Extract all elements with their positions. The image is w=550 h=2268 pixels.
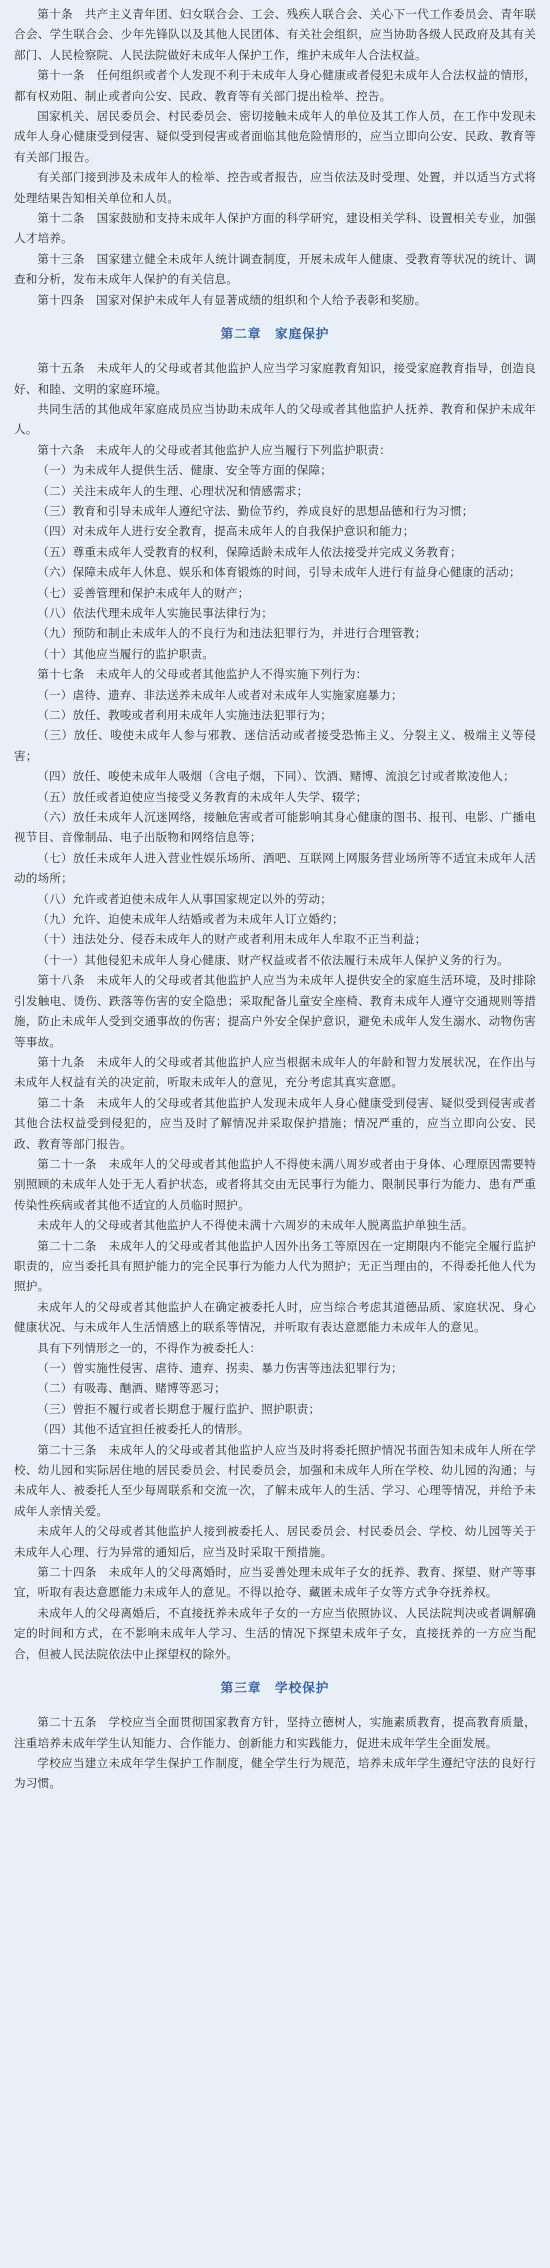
article-paragraph: 未成年人的父母或者其他监护人不得使未满十六周岁的未成年人脱离监护单独生活。 bbox=[37, 1218, 474, 1233]
article-paragraph: 未成年人的父母离婚后，不直接抚养未成年子女的一方应当依照协议、人民法院判决或者调解确定的时间和方式，在不影响未成年人学习、生活的情况下探望未成年子女，直接抚养的一方应当配合，但被人民法院依法中止探望权的除外。 bbox=[14, 1605, 536, 1661]
article-paragraph: 有关部门接到涉及未成年人的检举、控告或者报告，应当依法及时受理、处置，并以适当方式将处理结果告知相关单位和人员。 bbox=[14, 170, 536, 205]
chapter-heading-text: 第二章 家庭保护 bbox=[220, 326, 330, 342]
article-paragraph: （七）放任未成年人进入营业性娱乐场所、酒吧、互联网上网服务营业场所等不适宜未成年人活动的场所； bbox=[14, 850, 536, 886]
article-paragraph: 第十一条 任何组织或者个人发现不利于未成年人身心健康或者侵犯未成年人合法权益的情形，都有权劝阻、制止或者向公安、民政、教育等有关部门提出检举、控告。 bbox=[14, 68, 536, 103]
article-paragraph: 第十条 共产主义青年团、妇女联合会、工会、残疾人联合会、关心下一代工作委员会、青年联合会、学生联合会、少年先锋队以及其他人民团体、有关社会组织，应当协助各级人民政府及其有关部门、人民检察院、人民法院做好未成年人保护工作，维护未成年人合法权益。 bbox=[14, 7, 536, 62]
article-paragraph: 第十九条 未成年人的父母或者其他监护人应当根据未成年人的年龄和智力发展状况，在作出与未成年人权益有关的决定前，听取未成年人的意见，充分考虑其真实意愿。 bbox=[14, 1054, 536, 1090]
article-paragraph: 未成年人的父母或者其他监护人在确定被委托人时，应当综合考虑其道德品质、家庭状况、身心健康状况、与未成年人生活情感上的联系等情况，并听取有表达意愿能力未成年人的意见。 bbox=[14, 1299, 536, 1335]
article-paragraph: （五）尊重未成年人受教育的权利，保障适龄未成年人依法接受并完成义务教育； bbox=[37, 544, 462, 559]
article-paragraph: （六）保障未成年人休息、娱乐和体育锻炼的时间，引导未成年人进行有益身心健康的活动； bbox=[37, 565, 521, 580]
article-paragraph: 第二十一条 未成年人的父母或者其他监护人不得使未满八周岁或者由于身体、心理原因需要特别照顾的未成年人处于无人看护状态，或者将其交由无民事行为能力、限制民事行为能力、患有严重传染性疾病或者其他不适宜的人员临时照护。 bbox=[14, 1156, 536, 1212]
article-paragraph: （四）对未成年人进行安全教育，提高未成年人的自我保护意识和能力； bbox=[37, 524, 415, 539]
chapter-heading bbox=[14, 1674, 536, 1702]
article-paragraph: （一）为未成年人提供生活、健康、安全等方面的保障； bbox=[37, 463, 333, 478]
article-paragraph: 国家机关、居民委员会、村民委员会、密切接触未成年人的单位及其工作人员，在工作中发现未成年人身心健康受到侵害、疑似受到侵害或者面临其他危险情形的，应当立即向公安、民政、教育等有关部门报告。 bbox=[14, 109, 536, 164]
article-paragraph: （二）有吸毒、酗酒、赌博等恶习； bbox=[37, 1381, 226, 1396]
article-paragraph: 未成年人的父母或者其他监护人接到被委托人、居民委员会、村民委员会、学校、幼儿园等关于未成年人心理、行为异常的通知后，应当及时采取干预措施。 bbox=[14, 1524, 536, 1559]
article-paragraph: （二）关注未成年人的生理、心理状况和情感需求； bbox=[37, 483, 309, 498]
article-paragraph: （九）允许、迫使未成年人结婚或者为未成年人订立婚约； bbox=[37, 912, 344, 927]
article-paragraph: 第十七条 未成年人的父母或者其他监护人不得实施下列行为： bbox=[37, 667, 368, 682]
article-paragraph: （一）曾实施性侵害、虐待、遗弃、拐卖、暴力伤害等违法犯罪行为； bbox=[37, 1361, 403, 1375]
article-paragraph: 第二十三条 未成年人的父母或者其他监护人应当及时将委托照护情况书面告知未成年人所在学校、幼儿园和实际居住地的居民委员会、村民委员会，加强和未成年人所在学校、幼儿园的沟通；与未成年人、被委托人至少每周联系和交流一次，了解未成年人的生活、学习、心理等情况，并给予未成年人亲情关爱。 bbox=[14, 1442, 536, 1518]
article-paragraph: （十一）其他侵犯未成年人身心健康、财产权益或者不依法履行未成年人保护义务的行为。 bbox=[37, 952, 509, 967]
article-paragraph: （十）其他应当履行的监护职责。 bbox=[37, 646, 215, 661]
article-paragraph: 第十六条 未成年人的父母或者其他监护人应当履行下列监护职责： bbox=[37, 442, 392, 457]
article-paragraph: （一）虐待、遗弃、非法送养未成年人或者对未成年人实施家庭暴力； bbox=[37, 687, 403, 702]
article-paragraph: （六）放任未成年人沉迷网络，接触危害或者可能影响其身心健康的图书、报刊、电影、广播电视节目、音像制品、电子出版物和网络信息等； bbox=[14, 810, 536, 845]
article-paragraph: 具有下列情形之一的，不得作为被委托人： bbox=[37, 1340, 262, 1355]
article-paragraph: 第二十四条 未成年人的父母离婚时，应当妥善处理未成年子女的抚养、教育、探望、财产等事宜，听取有表达意愿能力未成年人的意见。不得以抢夺、藏匿未成年子女等方式争夺抚养权。 bbox=[14, 1565, 536, 1600]
article-paragraph: 第十五条 未成年人的父母或者其他监护人应当学习家庭教育知识，接受家庭教育指导，创造良好、和睦、文明的家庭环境。 bbox=[14, 361, 536, 396]
article-paragraph: 第二十条 未成年人的父母或者其他监护人发现未成年人身心健康受到侵害、疑似受到侵害或者其他合法权益受到侵犯的，应当及时了解情况并采取保护措施；情况严重的，应当立即向公安、民政、教育等部门报告。 bbox=[14, 1095, 536, 1151]
chapter-heading bbox=[14, 320, 536, 348]
article-paragraph: （四）其他不适宜担任被委托人的情形。 bbox=[37, 1422, 250, 1437]
article-paragraph: （八）允许或者迫使未成年人从事国家规定以外的劳动； bbox=[37, 891, 333, 906]
article-paragraph: （三）放任、唆使未成年人参与邪教、迷信活动或者接受恐怖主义、分裂主义、极端主义等侵害； bbox=[14, 728, 536, 763]
article-paragraph: （四）放任、唆使未成年人吸烟（含电子烟，下同）、饮酒、赌博、流浪乞讨或者欺凌他人； bbox=[37, 769, 515, 784]
article-paragraph: （十）违法处分、侵吞未成年人的财产或者利用未成年人牟取不正当利益； bbox=[37, 932, 427, 947]
article-paragraph: （三）曾拒不履行或者长期怠于履行监护、照护职责； bbox=[37, 1401, 321, 1416]
article-paragraph: （七）妥善管理和保护未成年人的财产； bbox=[37, 585, 250, 600]
article-paragraph: （九）预防和制止未成年人的不良行为和违法犯罪行为，并进行合理管教； bbox=[37, 626, 427, 641]
article-paragraph: 第十四条 国家对保护未成年人有显著成绩的组织和个人给予表彰和奖励。 bbox=[37, 292, 427, 307]
article-paragraph: （五）放任或者迫使应当接受义务教育的未成年人失学、辍学； bbox=[37, 789, 368, 804]
article-paragraph: （二）放任、教唆或者利用未成年人实施违法犯罪行为； bbox=[37, 708, 333, 722]
article-paragraph: 学校应当建立未成年学生保护工作制度，健全学生行为规范，培养未成年学生遵纪守法的良好行为习惯。 bbox=[14, 1755, 536, 1791]
article-paragraph: 第二十五条 学校应当全面贯彻国家教育方针，坚持立德树人，实施素质教育，提高教育质量，注重培养未成年学生认知能力、合作能力、创新能力和实践能力，促进未成年学生全面发展。 bbox=[14, 1715, 536, 1750]
article-paragraph: 第十三条 国家建立健全未成年人统计调查制度，开展未成年人健康、受教育等状况的统计、调查和分析，发布未成年人保护的有关信息。 bbox=[14, 251, 536, 287]
article-paragraph: （八）依法代理未成年人实施民事法律行为； bbox=[37, 605, 274, 620]
article-paragraph: （三）教育和引导未成年人遵纪守法、勤俭节约，养成良好的思想品德和行为习惯； bbox=[37, 503, 474, 518]
article-paragraph: 第十二条 国家鼓励和支持未成年人保护方面的科学研究，建设相关学科、设置相关专业，加强人才培养。 bbox=[14, 211, 536, 246]
chapter-heading-text: 第三章 学校保护 bbox=[220, 1680, 330, 1696]
article-paragraph: 第十八条 未成年人的父母或者其他监护人应当为未成年人提供安全的家庭生活环境，及时排除引发触电、烫伤、跌落等伤害的安全隐患；采取配备儿童安全座椅、教育未成年人遵守交通规则等措施，防止未成年人受到交通事故的伤害；提高户外安全保护意识，避免未成年人发生溺水、动物伤害等事故。 bbox=[14, 973, 536, 1049]
article-paragraph: 共同生活的其他成年家庭成员应当协助未成年人的父母或者其他监护人抚养、教育和保护未成年人。 bbox=[14, 401, 536, 437]
article-paragraph: 第二十二条 未成年人的父母或者其他监护人因外出务工等原因在一定期限内不能完全履行监护职责的，应当委托具有照护能力的完全民事行为能力人代为照护；无正当理由的，不得委托他人代为照护。 bbox=[14, 1238, 536, 1294]
